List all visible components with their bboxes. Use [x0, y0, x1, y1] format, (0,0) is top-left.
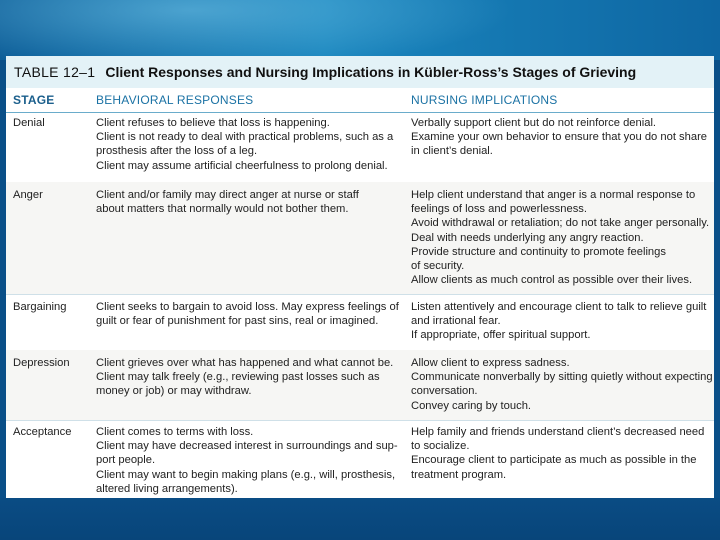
table-title-bar	[6, 56, 714, 88]
nursing-line: Encourage client to participate as much as possible in the	[411, 454, 697, 467]
nursing-line: Deal with needs underlying any angry reaction.	[411, 231, 644, 244]
nursing-line: Communicate nonverbally by sitting quietly without expecting	[411, 371, 713, 384]
nursing-line: Listen attentively and encourage client to talk to relieve guilt	[411, 301, 707, 313]
behavioral-line: Client may want to begin making plans (e.g., will, prosthesis,	[96, 468, 396, 481]
behavioral-line: about matters that normally would not bother them.	[96, 203, 349, 216]
nursing-line: feelings of loss and powerlessness.	[411, 203, 587, 216]
stage-cell: Anger	[13, 189, 43, 201]
behavioral-line: Client may assume artificial cheerfulness to prolong denial.	[96, 159, 388, 172]
nursing-cell	[411, 356, 713, 413]
table-row-bargaining	[6, 294, 714, 351]
table-row-depression	[6, 350, 714, 420]
header-nursing-implications: NURSING IMPLICATIONS	[411, 93, 558, 107]
nursing-cell	[411, 300, 709, 343]
behavioral-line: Client grieves over what has happened and what cannot be.	[96, 357, 394, 369]
nursing-cell	[411, 116, 709, 159]
stage-cell: Denial	[13, 117, 45, 129]
behavioral-cell	[96, 188, 401, 216]
behavioral-line: port people.	[96, 454, 156, 467]
nursing-line: Help client understand that anger is a normal response to	[411, 189, 696, 201]
table-row-acceptance	[6, 420, 714, 498]
behavioral-line: prosthesis after the loss of a leg.	[96, 145, 258, 158]
nursing-line: Allow client to express sadness.	[411, 357, 570, 369]
behavioral-line: Client may have decreased interest in surroundings and sup-	[96, 440, 398, 453]
stage-cell: Acceptance	[13, 426, 72, 438]
behavioral-line: Client may talk freely (e.g., reviewing past losses such as	[96, 371, 380, 384]
behavioral-line: Client comes to terms with loss.	[96, 426, 254, 438]
behavioral-line: money or job) or may withdraw.	[96, 385, 252, 398]
nursing-line: conversation.	[411, 385, 478, 398]
behavioral-line: Client refuses to believe that loss is happening.	[96, 117, 330, 129]
behavioral-cell	[96, 300, 401, 328]
table-number: TABLE 12–1	[14, 64, 96, 80]
nursing-line: Examine your own behavior to ensure that you do not share	[411, 131, 708, 144]
table-title: Client Responses and Nursing Implications in Kübler-Ross’s Stages of Grieving	[105, 64, 637, 80]
nursing-line: to socialize.	[411, 440, 470, 453]
nursing-line: of security.	[411, 260, 465, 273]
behavioral-line: altered living arrangements).	[96, 482, 238, 495]
nursing-line: and irrational fear.	[411, 315, 501, 328]
table-slide	[6, 56, 714, 498]
stage-cell: Depression	[13, 357, 70, 369]
nursing-line: treatment program.	[411, 468, 507, 481]
behavioral-line: Client is not ready to deal with practical problems, such as a	[96, 131, 394, 144]
nursing-line: Convey caring by touch.	[411, 399, 532, 412]
nursing-line: in client’s denial.	[411, 145, 493, 158]
behavioral-cell	[96, 356, 401, 399]
nursing-line: Allow clients as much control as possible over their lives.	[411, 274, 693, 287]
behavioral-line: Client and/or family may direct anger at nurse or staff	[96, 189, 359, 201]
table-header-row	[6, 88, 714, 113]
stage-cell: Bargaining	[13, 301, 67, 313]
behavioral-cell	[96, 116, 401, 173]
slide-background-bottom	[0, 498, 720, 540]
nursing-line: If appropriate, offer spiritual support.	[411, 329, 591, 342]
nursing-line: Help family and friends understand client’s decreased need	[411, 426, 705, 438]
nursing-line: Verbally support client but do not reinforce denial.	[411, 117, 657, 129]
nursing-cell	[411, 188, 709, 287]
behavioral-line: guilt or fear of punishment for past sins, real or imagined.	[96, 315, 379, 328]
header-stage: STAGE	[13, 93, 55, 107]
nursing-line: Avoid withdrawal or retaliation; do not take anger personally.	[411, 217, 710, 230]
behavioral-line: Client seeks to bargain to avoid loss. May express feelings of	[96, 301, 399, 313]
table-row-denial	[6, 114, 714, 182]
behavioral-cell	[96, 425, 401, 496]
nursing-cell	[411, 425, 709, 482]
nursing-line: Provide structure and continuity to promote feelings	[411, 245, 666, 258]
slide-background-glow	[0, 0, 720, 60]
header-behavioral-responses: BEHAVIORAL RESPONSES	[96, 93, 254, 107]
table-row-anger	[6, 182, 714, 294]
